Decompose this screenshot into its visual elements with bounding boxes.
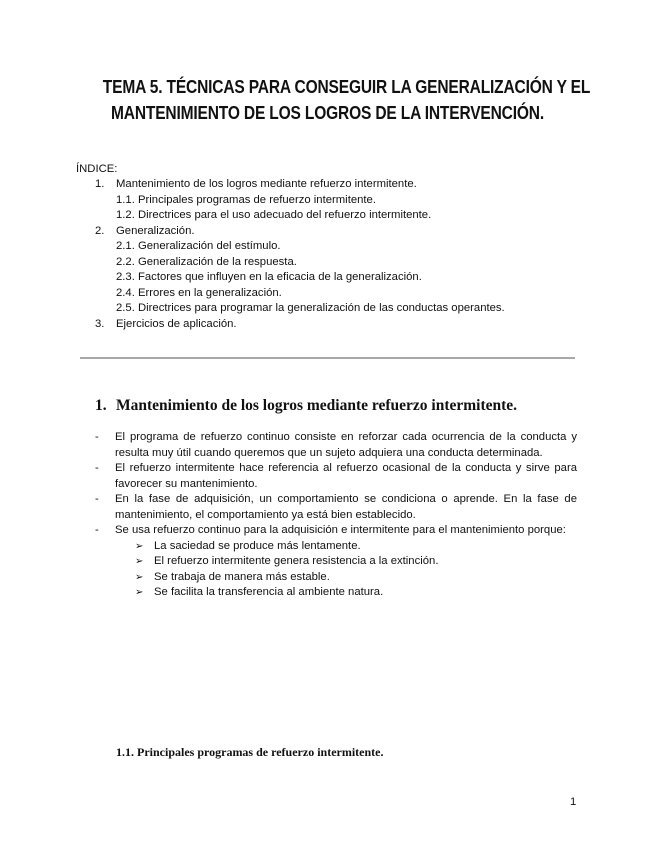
toc-item-number: 2. [95, 224, 105, 237]
sub-list-item-text: Se trabaja de manera más estable. [154, 570, 330, 583]
section-number: 1. [95, 397, 107, 414]
bullet-list [0, 430, 655, 601]
arrow-bullet-icon: ➢ [135, 587, 144, 598]
sub-list-item [0, 585, 655, 601]
toc-item-text: 2.1. Generalización del estímulo. [116, 240, 281, 252]
dash-bullet: - [95, 524, 99, 536]
toc-item-text: 2.3. Factores que influyen en la eficacia de la generalización. [116, 271, 422, 283]
dash-bullet: - [95, 493, 99, 505]
dash-bullet: - [95, 462, 99, 474]
toc-item [0, 208, 655, 224]
section-heading-text: Mantenimiento de los logros mediante refuerzo intermitente. [116, 397, 518, 414]
arrow-bullet-icon: ➢ [135, 540, 144, 552]
horizontal-divider [80, 357, 575, 359]
page-number: 1 [570, 796, 577, 808]
toc-item [0, 255, 655, 271]
title-line-2: MANTENIMIENTO DE LOS LOGROS DE LA INTERVENCIÓN. [110, 102, 544, 123]
list-item [0, 492, 577, 523]
toc-item-text: 2.4. Errores en la generalización. [116, 286, 282, 299]
toc-item [0, 193, 655, 209]
toc-item-text: 1.2. Directrices para el uso adecuado del refuerzo intermitente. [116, 209, 432, 221]
arrow-bullet-icon: ➢ [135, 556, 144, 567]
list-item [0, 523, 577, 539]
toc-item-number: 3. [95, 317, 105, 330]
toc-item [0, 270, 655, 286]
index-label: ÍNDICE: [76, 163, 118, 175]
toc-item-text: 2.5. Directrices para programar la generalización de las conductas operantes. [116, 302, 505, 314]
section-heading [95, 396, 517, 416]
toc-item [0, 317, 655, 333]
list-item-text: El refuerzo intermitente hace referencia al refuerzo ocasional de la conducta y sirve para favorecer su mantenimiento. [115, 462, 577, 490]
list-item-text: Se usa refuerzo continuo para la adquisición e intermitente para el mantenimiento porque: [115, 524, 566, 536]
arrow-bullet-icon: ➢ [135, 571, 144, 583]
list-item-text: El programa de refuerzo continuo consiste en reforzar cada ocurrencia de la conducta y resulta muy útil cuando queremos que un sujeto adquiera una conducta determinada. [115, 431, 577, 459]
table-of-contents [0, 177, 655, 332]
toc-item-text: Mantenimiento de los logros mediante refuerzo intermitente. [116, 178, 417, 190]
toc-item [0, 301, 655, 317]
list-item-text: En la fase de adquisición, un comportamiento se condiciona o aprende. En la fase de mantenimiento, el comportamiento ya está bien establecido. [115, 493, 577, 521]
sub-list-item-text: La saciedad se produce más lentamente. [154, 539, 361, 552]
sub-bullet-list [0, 539, 655, 601]
document-title [102, 74, 591, 126]
subsection-heading: 1.1. Principales programas de refuerzo intermitente. [116, 745, 384, 759]
toc-item [0, 286, 655, 302]
sub-list-item [0, 554, 655, 570]
dash-bullet: - [95, 431, 99, 443]
toc-item [0, 224, 655, 240]
toc-item-text: Generalización. [116, 224, 195, 237]
sub-list-item-text: El refuerzo intermitente genera resistencia a la extinción. [154, 555, 439, 567]
sub-list-item [0, 570, 655, 586]
toc-item [0, 177, 655, 193]
toc-item [0, 239, 655, 255]
toc-item-text: 1.1. Principales programas de refuerzo intermitente. [116, 193, 376, 206]
toc-item-text: 2.2. Generalización de la respuesta. [116, 255, 297, 268]
toc-item-number: 1. [95, 178, 105, 190]
title-line-1: TEMA 5. TÉCNICAS PARA CONSEGUIR LA GENERALIZACIÓN Y EL [102, 76, 591, 97]
list-item [0, 461, 577, 492]
list-item [0, 430, 577, 461]
sub-list-item [0, 539, 655, 555]
sub-list-item-text: Se facilita la transferencia al ambiente natura. [154, 586, 384, 598]
toc-item-text: Ejercicios de aplicación. [116, 317, 237, 330]
